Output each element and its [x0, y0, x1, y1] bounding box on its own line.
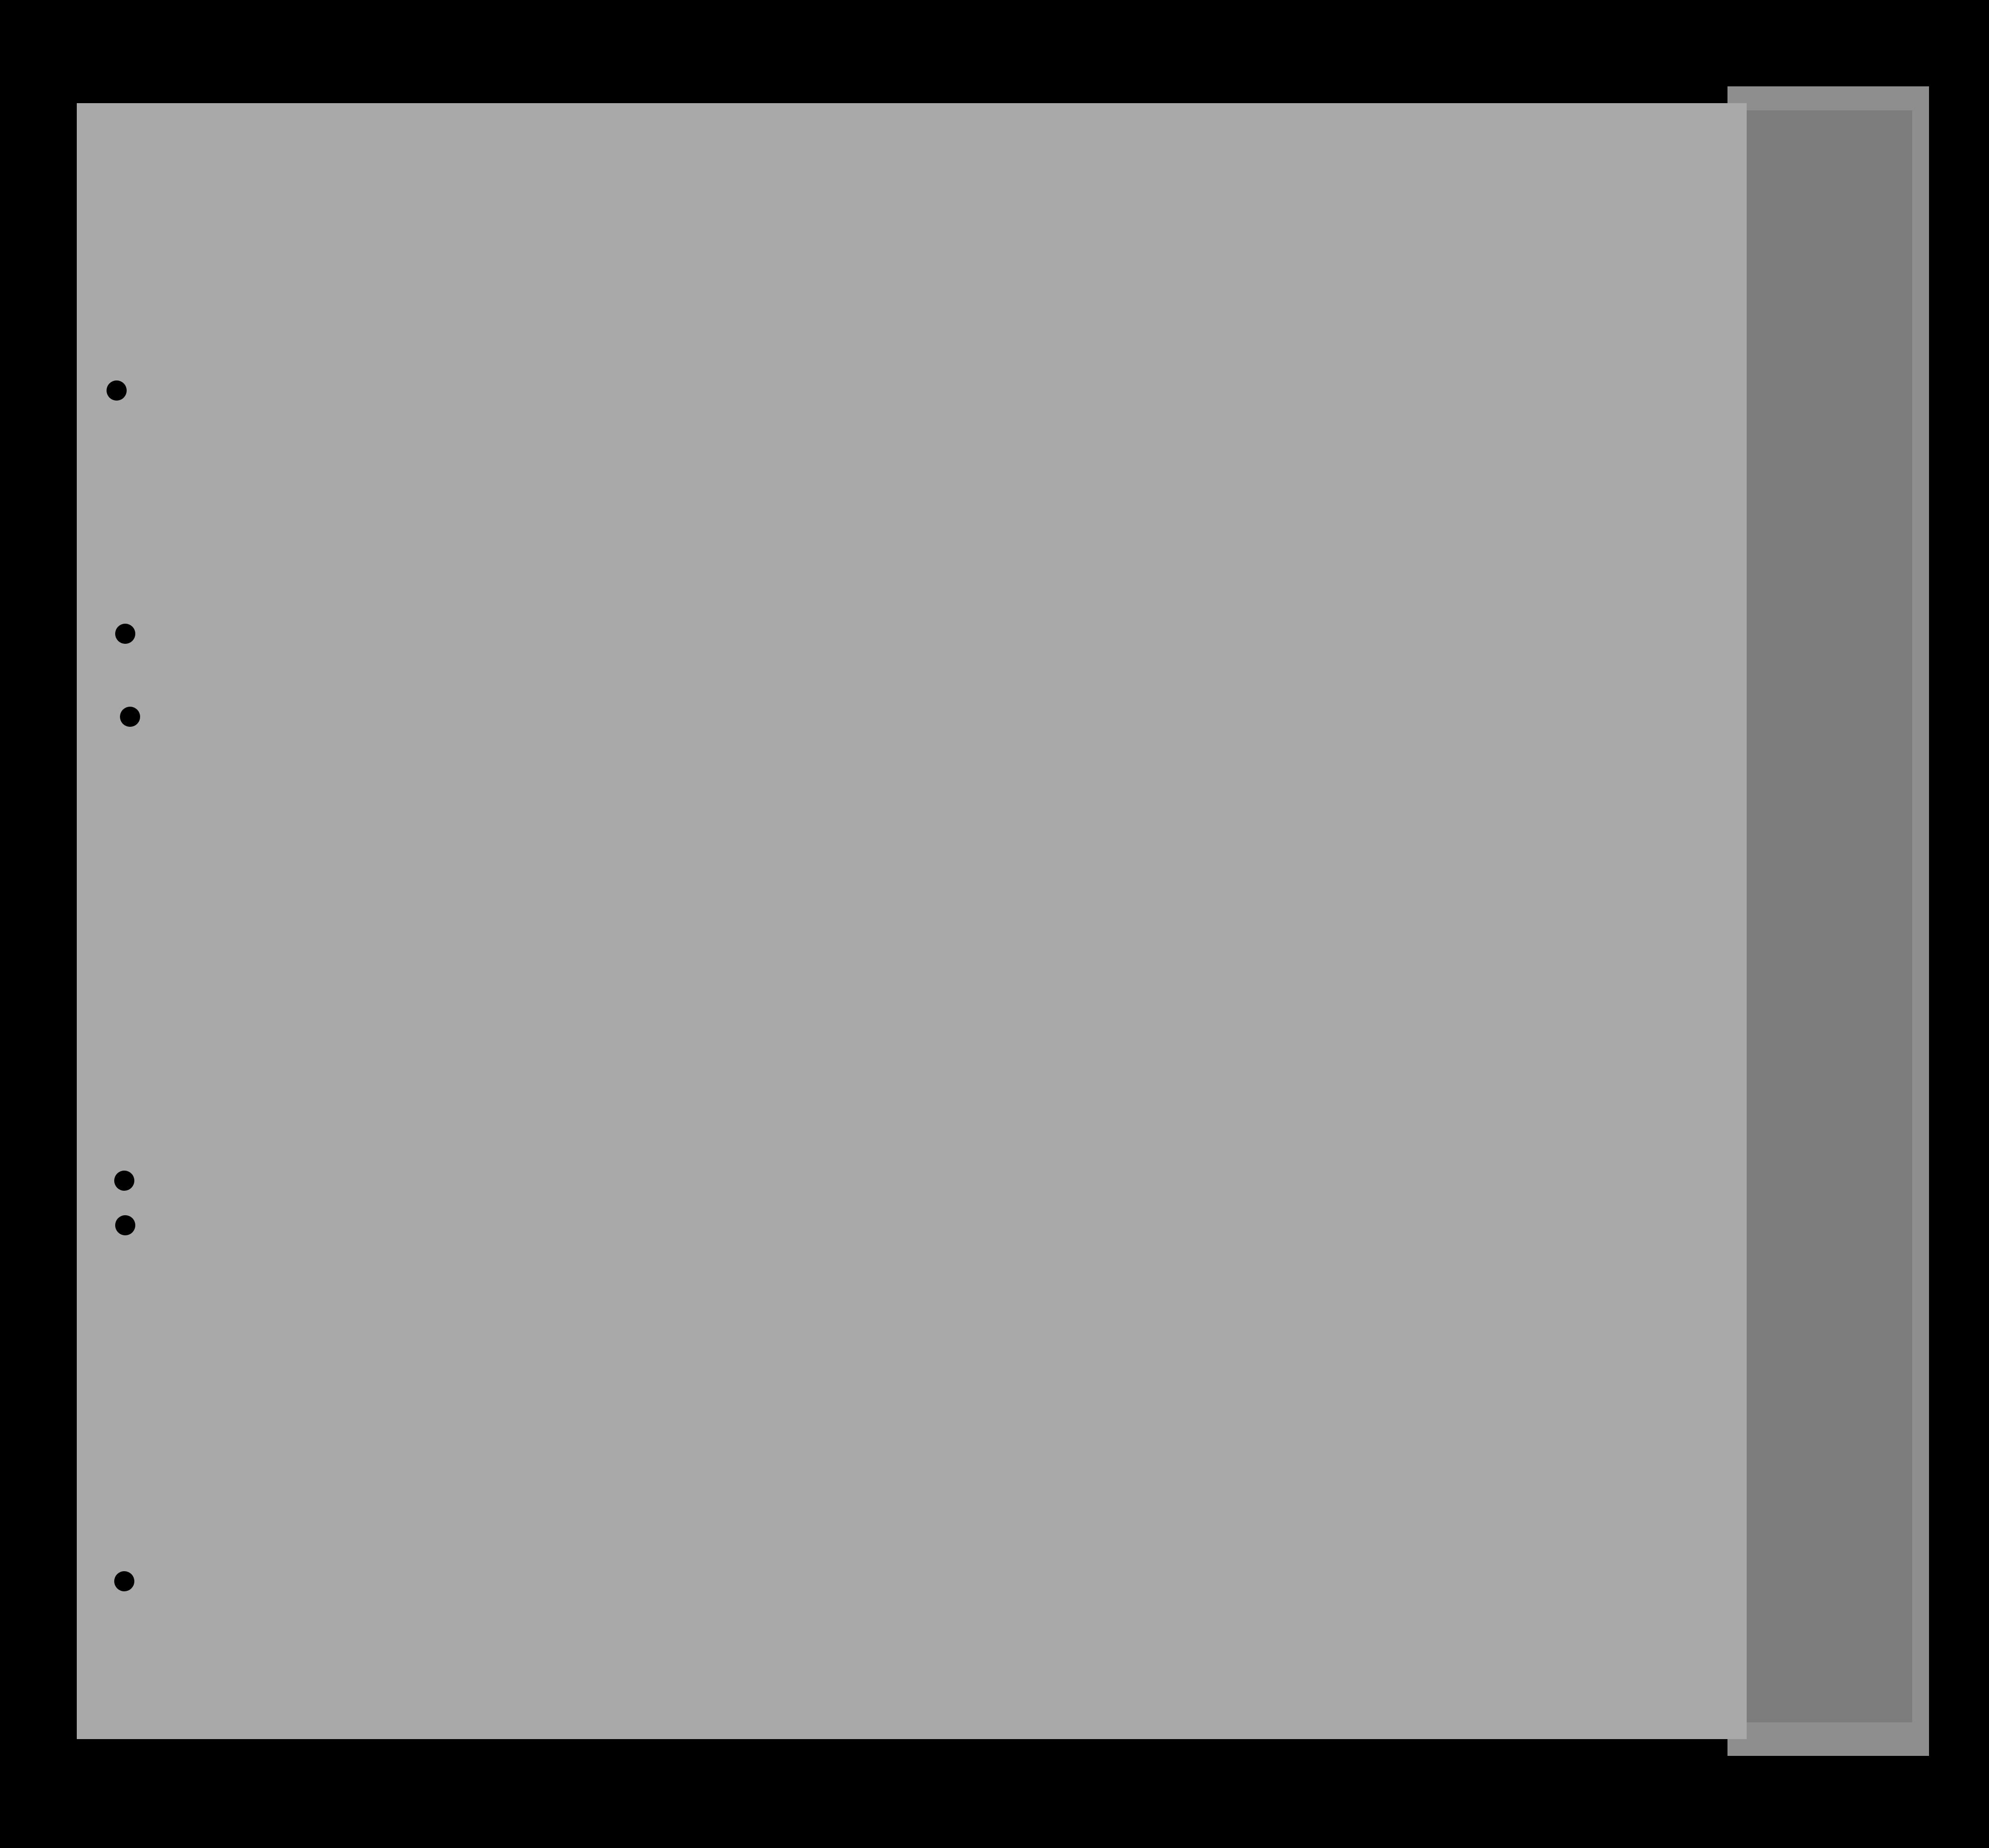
manifest-sheet — [77, 103, 1747, 1739]
punch-hole — [120, 707, 140, 727]
punch-hole — [114, 1571, 134, 1591]
punch-hole — [107, 380, 127, 401]
punch-hole — [115, 1215, 135, 1235]
back-page-shadow — [1747, 110, 1912, 1722]
col-married-single — [650, 295, 674, 365]
table-grid — [77, 103, 1747, 1739]
punch-hole — [114, 1171, 134, 1191]
punch-hole — [115, 624, 135, 644]
